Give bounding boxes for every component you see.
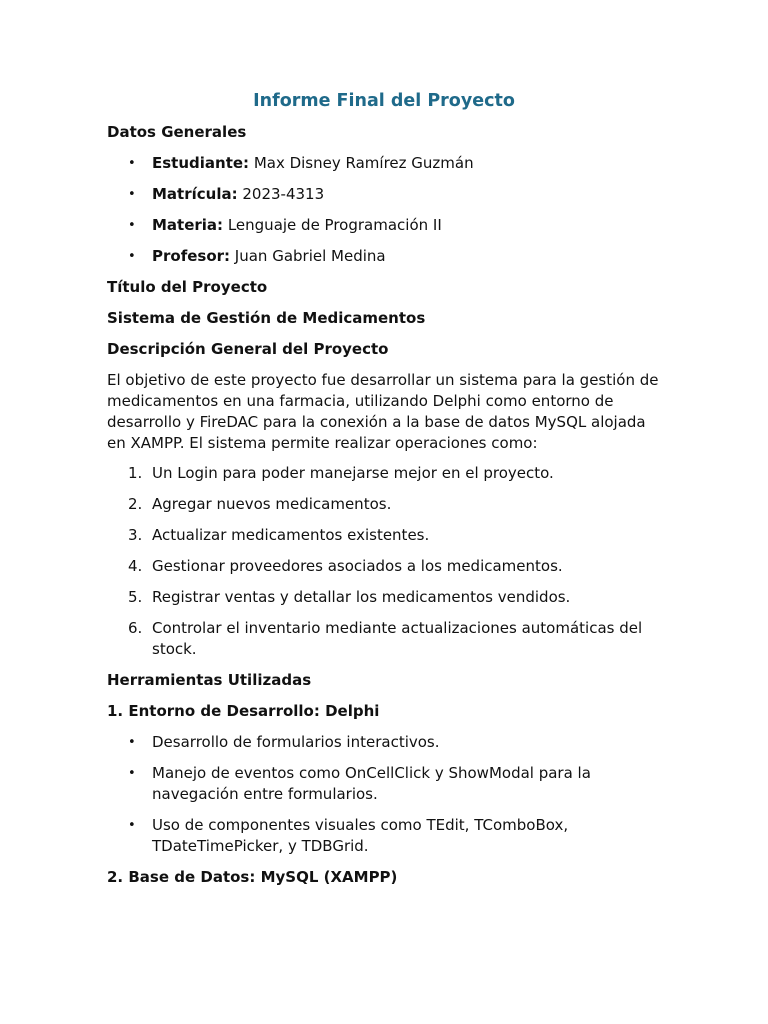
field-value: Max Disney Ramírez Guzmán xyxy=(249,154,474,172)
list-item xyxy=(107,463,667,484)
list-item-estudiante xyxy=(107,153,667,174)
document-page xyxy=(107,88,667,888)
description-paragraph: El objetivo de este proyecto fue desarrollar un sistema para la gestión de medicamentos en una farmacia, utilizando Delphi como entorno de desarrollo y FireDAC para la conexión a la base de datos MySQL alojada en XAMPP. El sistema permite realizar operaciones como: xyxy=(107,371,659,452)
list-item xyxy=(107,763,667,805)
section-heading-datos-generales: Datos Generales xyxy=(107,123,247,141)
list-item-text: Actualizar medicamentos existentes. xyxy=(152,526,430,544)
datos-generales-list xyxy=(107,153,667,267)
document-title: Informe Final del Proyecto xyxy=(253,91,515,111)
list-item-text: Uso de componentes visuales como TEdit, TComboBox, TDateTimePicker, y TDBGrid. xyxy=(152,816,569,855)
list-number: 1. xyxy=(128,464,143,482)
bullet-icon: • xyxy=(128,156,136,171)
list-item-text: Gestionar proveedores asociados a los medicamentos. xyxy=(152,557,563,575)
list-item xyxy=(107,815,667,857)
list-number: 4. xyxy=(128,557,143,575)
list-item-text: Un Login para poder manejarse mejor en el proyecto. xyxy=(152,464,554,482)
subsection-heading-mysql: 2. Base de Datos: MySQL (XAMPP) xyxy=(107,868,398,886)
field-value: 2023-4313 xyxy=(237,185,325,203)
list-number: 5. xyxy=(128,588,143,606)
list-number: 6. xyxy=(128,619,143,637)
list-item-materia xyxy=(107,215,667,236)
field-label: Materia: xyxy=(152,216,224,234)
list-item xyxy=(107,556,667,577)
project-title: Sistema de Gestión de Medicamentos xyxy=(107,309,426,327)
bullet-icon: • xyxy=(128,187,136,202)
bullet-icon: • xyxy=(128,818,136,833)
list-item xyxy=(107,525,667,546)
section-heading-descripcion: Descripción General del Proyecto xyxy=(107,340,389,358)
field-label: Profesor: xyxy=(152,247,231,265)
list-item xyxy=(107,587,667,608)
bullet-icon: • xyxy=(128,249,136,264)
section-heading-titulo: Título del Proyecto xyxy=(107,278,268,296)
field-label: Matrícula: xyxy=(152,185,238,203)
bullet-icon: • xyxy=(128,735,136,750)
list-item-text: Agregar nuevos medicamentos. xyxy=(152,495,392,513)
field-value: Juan Gabriel Medina xyxy=(230,247,386,265)
subsection-heading-delphi: 1. Entorno de Desarrollo: Delphi xyxy=(107,702,380,720)
list-item-text: Registrar ventas y detallar los medicamentos vendidos. xyxy=(152,588,571,606)
field-value: Lenguaje de Programación II xyxy=(223,216,442,234)
list-item-matricula xyxy=(107,184,667,205)
field-label: Estudiante: xyxy=(152,154,250,172)
list-item-text: Desarrollo de formularios interactivos. xyxy=(152,733,440,751)
bullet-icon: • xyxy=(128,218,136,233)
bullet-icon: • xyxy=(128,766,136,781)
list-number: 2. xyxy=(128,495,143,513)
list-item xyxy=(107,494,667,515)
list-item xyxy=(107,732,667,753)
section-heading-herramientas: Herramientas Utilizadas xyxy=(107,671,312,689)
list-item-profesor xyxy=(107,246,667,267)
list-item xyxy=(107,618,667,660)
list-item-text: Controlar el inventario mediante actualizaciones automáticas del stock. xyxy=(152,619,643,658)
list-item-text: Manejo de eventos como OnCellClick y ShowModal para la navegación entre formularios. xyxy=(152,764,591,803)
delphi-features-list xyxy=(107,732,667,857)
list-number: 3. xyxy=(128,526,143,544)
operations-list xyxy=(107,463,667,660)
